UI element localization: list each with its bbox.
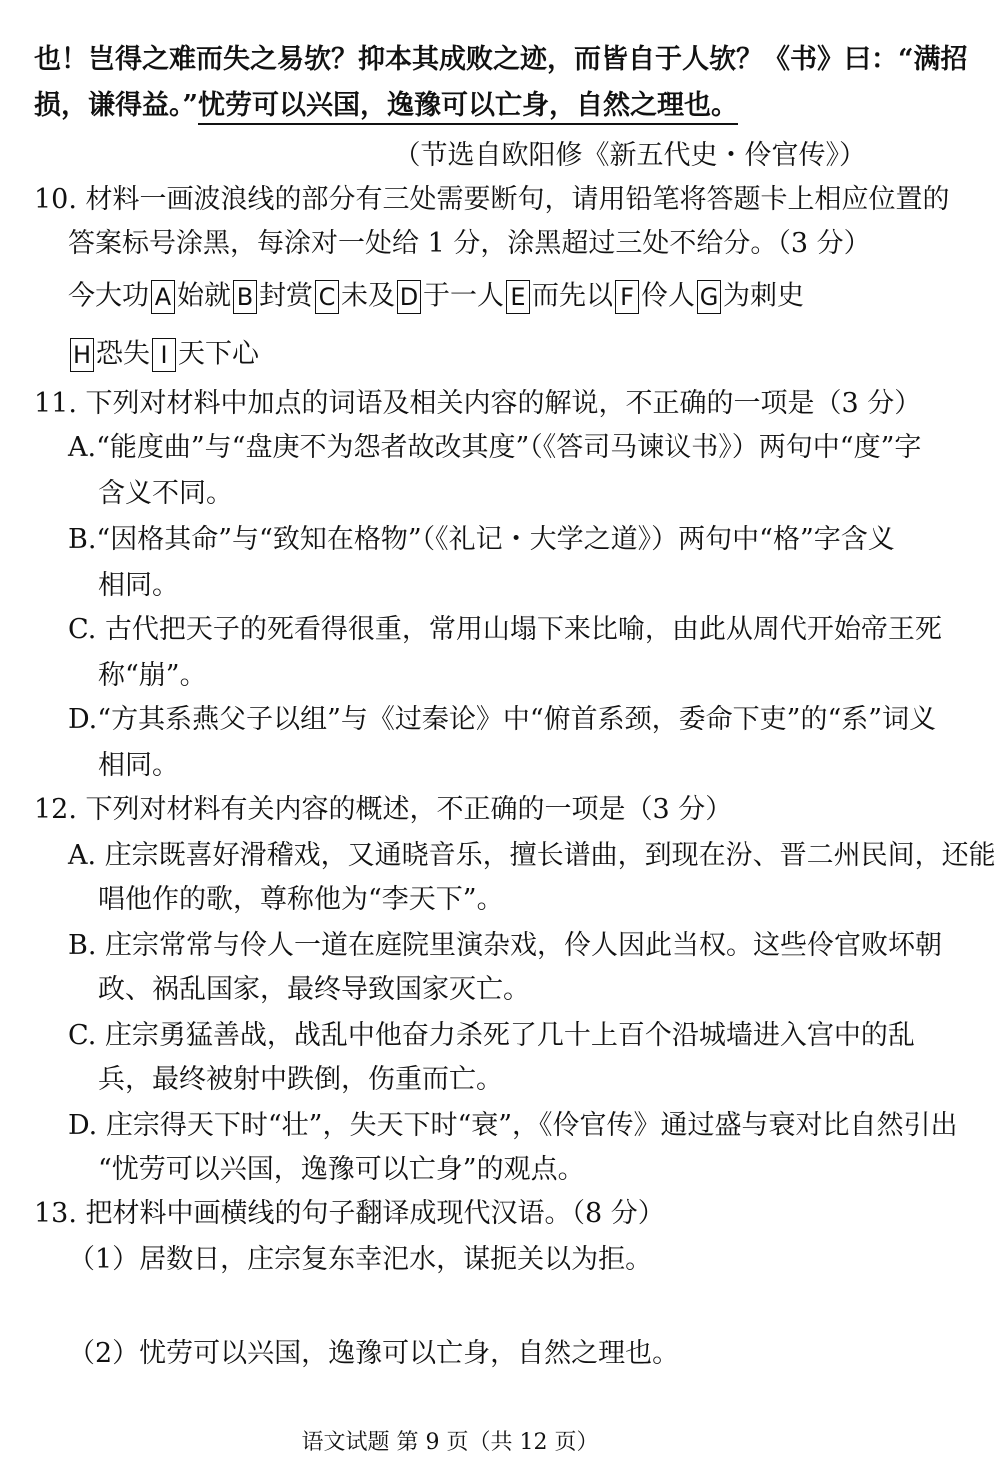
q10-segment-text: 封赏 <box>259 280 313 312</box>
q12-stem: 12. 下列对材料有关内容的概述，不正确的一项是（3 分） <box>34 794 733 825</box>
answer-mark-box: I <box>152 338 176 372</box>
q12-option-d-line-1: D. 庄宗得天下时“壮”，失天下时“衰”，《伶官传》通过盛与衰对比自然引出 <box>68 1110 958 1141</box>
answer-mark-box: G <box>697 280 721 314</box>
passage-source: （节选自欧阳修《新五代史・伶官传》） <box>393 140 866 171</box>
underlined-sentence: 忧劳可以兴国，逸豫可以亡身，自然之理也。 <box>198 90 738 125</box>
answer-mark-box: E <box>506 280 530 314</box>
q11-option-c-line-2: 称“崩”。 <box>98 660 207 691</box>
q12-option-c-line-1: C. 庄宗勇猛善战，战乱中他奋力杀死了几十上百个沿城墙进入宫中的乱 <box>68 1020 915 1051</box>
passage-line-1: 也！岂得之难而失之易欤？抑本其成败之迹，而皆自于人欤？《书》曰：“满招 <box>34 44 968 75</box>
q10-segment-row-2 <box>68 334 259 374</box>
q10-segment-text: 天下心 <box>178 338 259 370</box>
q10-segment-row-1 <box>68 276 804 316</box>
answer-mark-box: A <box>151 280 175 314</box>
q11-option-d-line-1: D.“方其系燕父子以组”与《过秦论》中“俯首系颈，委命下吏”的“系”词义 <box>68 704 937 735</box>
q10-stem-line-2: 答案标号涂黑，每涂对一处给 1 分，涂黑超过三处不给分。（3 分） <box>68 228 871 259</box>
q11-option-d-line-2: 相同。 <box>98 750 179 781</box>
q12-option-b-line-1: B. 庄宗常常与伶人一道在庭院里演杂戏，伶人因此当权。这些伶官败坏朝 <box>68 930 943 961</box>
q12-option-b-line-2: 政、祸乱国家，最终导致国家灭亡。 <box>98 974 530 1005</box>
q13-sentence-1: （1）居数日，庄宗复东幸汜水，谋扼关以为拒。 <box>68 1244 653 1275</box>
q13-stem: 13. 把材料中画横线的句子翻译成现代汉语。（8 分） <box>34 1198 665 1229</box>
q13-sentence-2: （2）忧劳可以兴国，逸豫可以亡身，自然之理也。 <box>68 1338 680 1369</box>
q10-segment-text: 未及 <box>341 280 395 312</box>
q10-segment-text: 伶人 <box>641 280 695 312</box>
q10-segment-text: 于一人 <box>423 280 504 312</box>
q11-option-a-line-2: 含义不同。 <box>98 478 233 509</box>
passage-line-2-plain: 损，谦得益。” <box>34 90 199 121</box>
q11-option-b-line-1: B.“因格其命”与“致知在格物”（《礼记・大学之道》）两句中“格”字含义 <box>68 524 895 555</box>
answer-mark-box: H <box>70 338 94 372</box>
q10-segment-text: 始就 <box>177 280 231 312</box>
answer-mark-box: C <box>315 280 339 314</box>
q10-segment-text: 今大功 <box>68 280 149 312</box>
answer-mark-box: F <box>615 280 639 314</box>
q11-option-a-line-1: A.“能度曲”与“盘庚不为怨者故改其度”（《答司马谏议书》）两句中“度”字 <box>68 432 922 463</box>
q12-option-d-line-2: “忧劳可以兴国，逸豫可以亡身”的观点。 <box>98 1154 585 1185</box>
q10-stem-line-1: 10. 材料一画波浪线的部分有三处需要断句，请用铅笔将答题卡上相应位置的 <box>34 184 950 215</box>
q11-option-b-line-2: 相同。 <box>98 570 179 601</box>
q10-segment-text: 而先以 <box>532 280 613 312</box>
q10-segment-text: 恐失 <box>96 338 150 370</box>
answer-mark-box: D <box>397 280 421 314</box>
q12-option-a-line-2: 唱他作的歌，尊称他为“李天下”。 <box>98 884 504 915</box>
q10-segment-text: 为刺史 <box>723 280 804 312</box>
q11-option-c-line-1: C. 古代把天子的死看得很重，常用山塌下来比喻，由此从周代开始帝王死 <box>68 614 942 645</box>
q11-stem: 11. 下列对材料中加点的词语及相关内容的解说，不正确的一项是（3 分） <box>34 388 922 419</box>
passage-line-2 <box>34 86 738 126</box>
page-footer: 语文试题 第 9 页（共 12 页） <box>301 1430 599 1455</box>
q12-option-a-line-1: A. 庄宗既喜好滑稽戏，又通晓音乐，擅长谱曲，到现在汾、晋二州民间，还能 <box>68 840 996 871</box>
q12-option-c-line-2: 兵，最终被射中跌倒，伤重而亡。 <box>98 1064 503 1095</box>
answer-mark-box: B <box>233 280 257 314</box>
